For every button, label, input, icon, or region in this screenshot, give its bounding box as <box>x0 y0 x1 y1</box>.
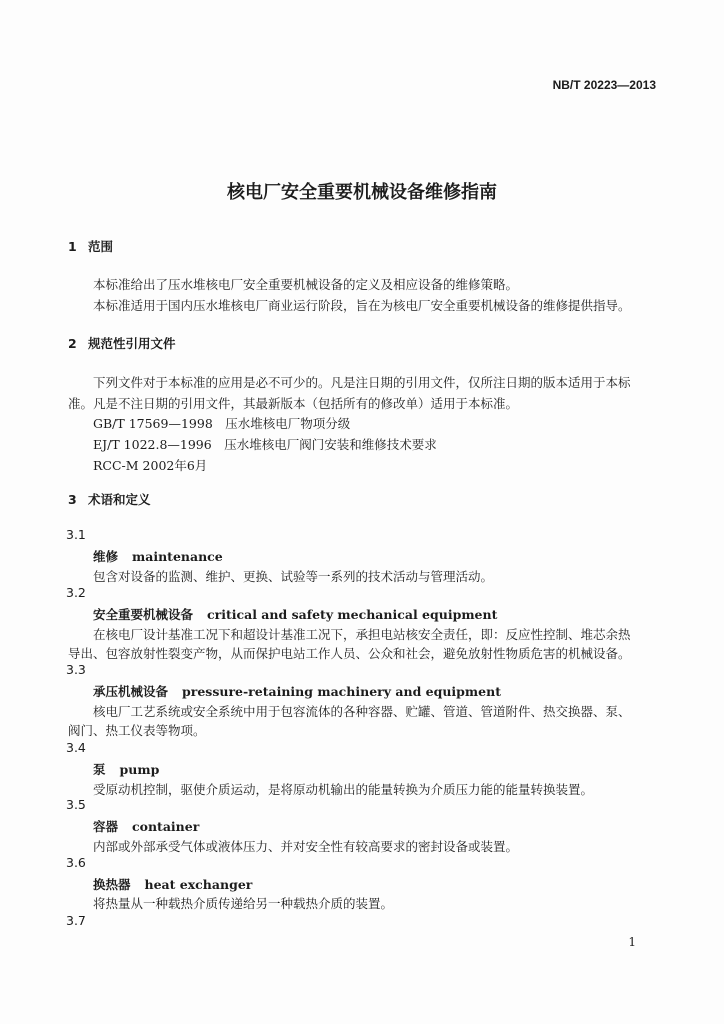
term-definition: 阀门、热工仪表等物项。 <box>68 723 206 738</box>
term-name-cn: 泵 <box>93 762 106 777</box>
term-definition: 包含对设备的监测、维护、更换、试验等一系列的技术活动与管理活动。 <box>93 569 494 584</box>
term-number: 3.3 <box>66 662 86 677</box>
term-name-cn: 维修 <box>93 549 119 564</box>
section-title: 规范性引用文件 <box>88 336 176 351</box>
section-number: 1 <box>68 239 77 254</box>
section-1-heading <box>68 237 113 255</box>
section-number: 3 <box>68 492 77 507</box>
term-number: 3.1 <box>66 527 86 542</box>
section-1-para-2: 本标准适用于国内压水堆核电厂商业运行阶段，旨在为核电厂安全重要机械设备的维修提供指导。 <box>93 298 631 313</box>
term-name-en: maintenance <box>132 549 223 564</box>
section-1-para-1: 本标准给出了压水堆核电厂安全重要机械设备的定义及相应设备的维修策略。 <box>93 277 519 292</box>
term-number: 3.6 <box>66 855 86 870</box>
section-2-heading <box>68 334 176 352</box>
term-name-en: pump <box>119 762 160 777</box>
term-number: 3.4 <box>66 740 86 755</box>
term-name <box>93 682 501 700</box>
term-name-cn: 安全重要机械设备 <box>93 607 194 622</box>
term-name-cn: 容器 <box>93 819 119 834</box>
term-name <box>93 547 223 565</box>
term-name <box>93 875 252 893</box>
term-name-cn: 承压机械设备 <box>93 684 169 699</box>
term-number: 3.5 <box>66 797 86 812</box>
term-name-en: critical and safety mechanical equipment <box>207 607 498 622</box>
term-number: 3.7 <box>66 913 86 928</box>
term-definition: 在核电厂设计基准工况下和超设计基准工况下，承担电站核安全责任，即：反应性控制、堆芯余热 <box>93 627 631 642</box>
term-name <box>93 605 497 623</box>
section-3-heading <box>68 490 151 508</box>
term-name-en: container <box>132 819 200 834</box>
term-name <box>93 760 159 778</box>
term-name <box>93 817 199 835</box>
reference-item: EJ/T 1022.8—1996 压水堆核电厂阀门安装和维修技术要求 <box>93 437 437 452</box>
document-title: 核电厂安全重要机械设备维修指南 <box>227 182 497 203</box>
term-name-en: pressure-retaining machinery and equipment <box>182 684 501 699</box>
term-name-en: heat exchanger <box>144 877 253 892</box>
reference-item: RCC-M 2002年6月 <box>93 458 208 473</box>
section-2-intro-line-1: 下列文件对于本标准的应用是必不可少的。凡是注日期的引用文件，仅所注日期的版本适用于本标 <box>93 375 631 390</box>
page-number: 1 <box>628 935 636 949</box>
term-number: 3.2 <box>66 585 86 600</box>
term-name-cn: 换热器 <box>93 877 131 892</box>
section-title: 范围 <box>88 239 114 254</box>
term-definition: 导出、包容放射性裂变产物，从而保护电站工作人员、公众和社会，避免放射性物质危害的机械设备。 <box>68 646 631 661</box>
term-definition: 受原动机控制，驱使介质运动，是将原动机输出的能量转换为介质压力能的能量转换装置。 <box>93 782 594 797</box>
section-number: 2 <box>68 336 77 351</box>
term-definition: 内部或外部承受气体或液体压力、并对安全性有较高要求的密封设备或装置。 <box>93 839 519 854</box>
section-title: 术语和定义 <box>88 492 151 507</box>
standard-code: NB/T 20223—2013 <box>552 78 656 92</box>
reference-item: GB/T 17569—1998 压水堆核电厂物项分级 <box>93 416 351 431</box>
section-2-intro-line-2: 准。凡是不注日期的引用文件，其最新版本（包括所有的修改单）适用于本标准。 <box>68 396 519 411</box>
term-definition: 将热量从一种载热介质传递给另一种载热介质的装置。 <box>93 896 394 911</box>
term-definition: 核电厂工艺系统或安全系统中用于包容流体的各种容器、贮罐、管道、管道附件、热交换器、泵、 <box>93 704 631 719</box>
